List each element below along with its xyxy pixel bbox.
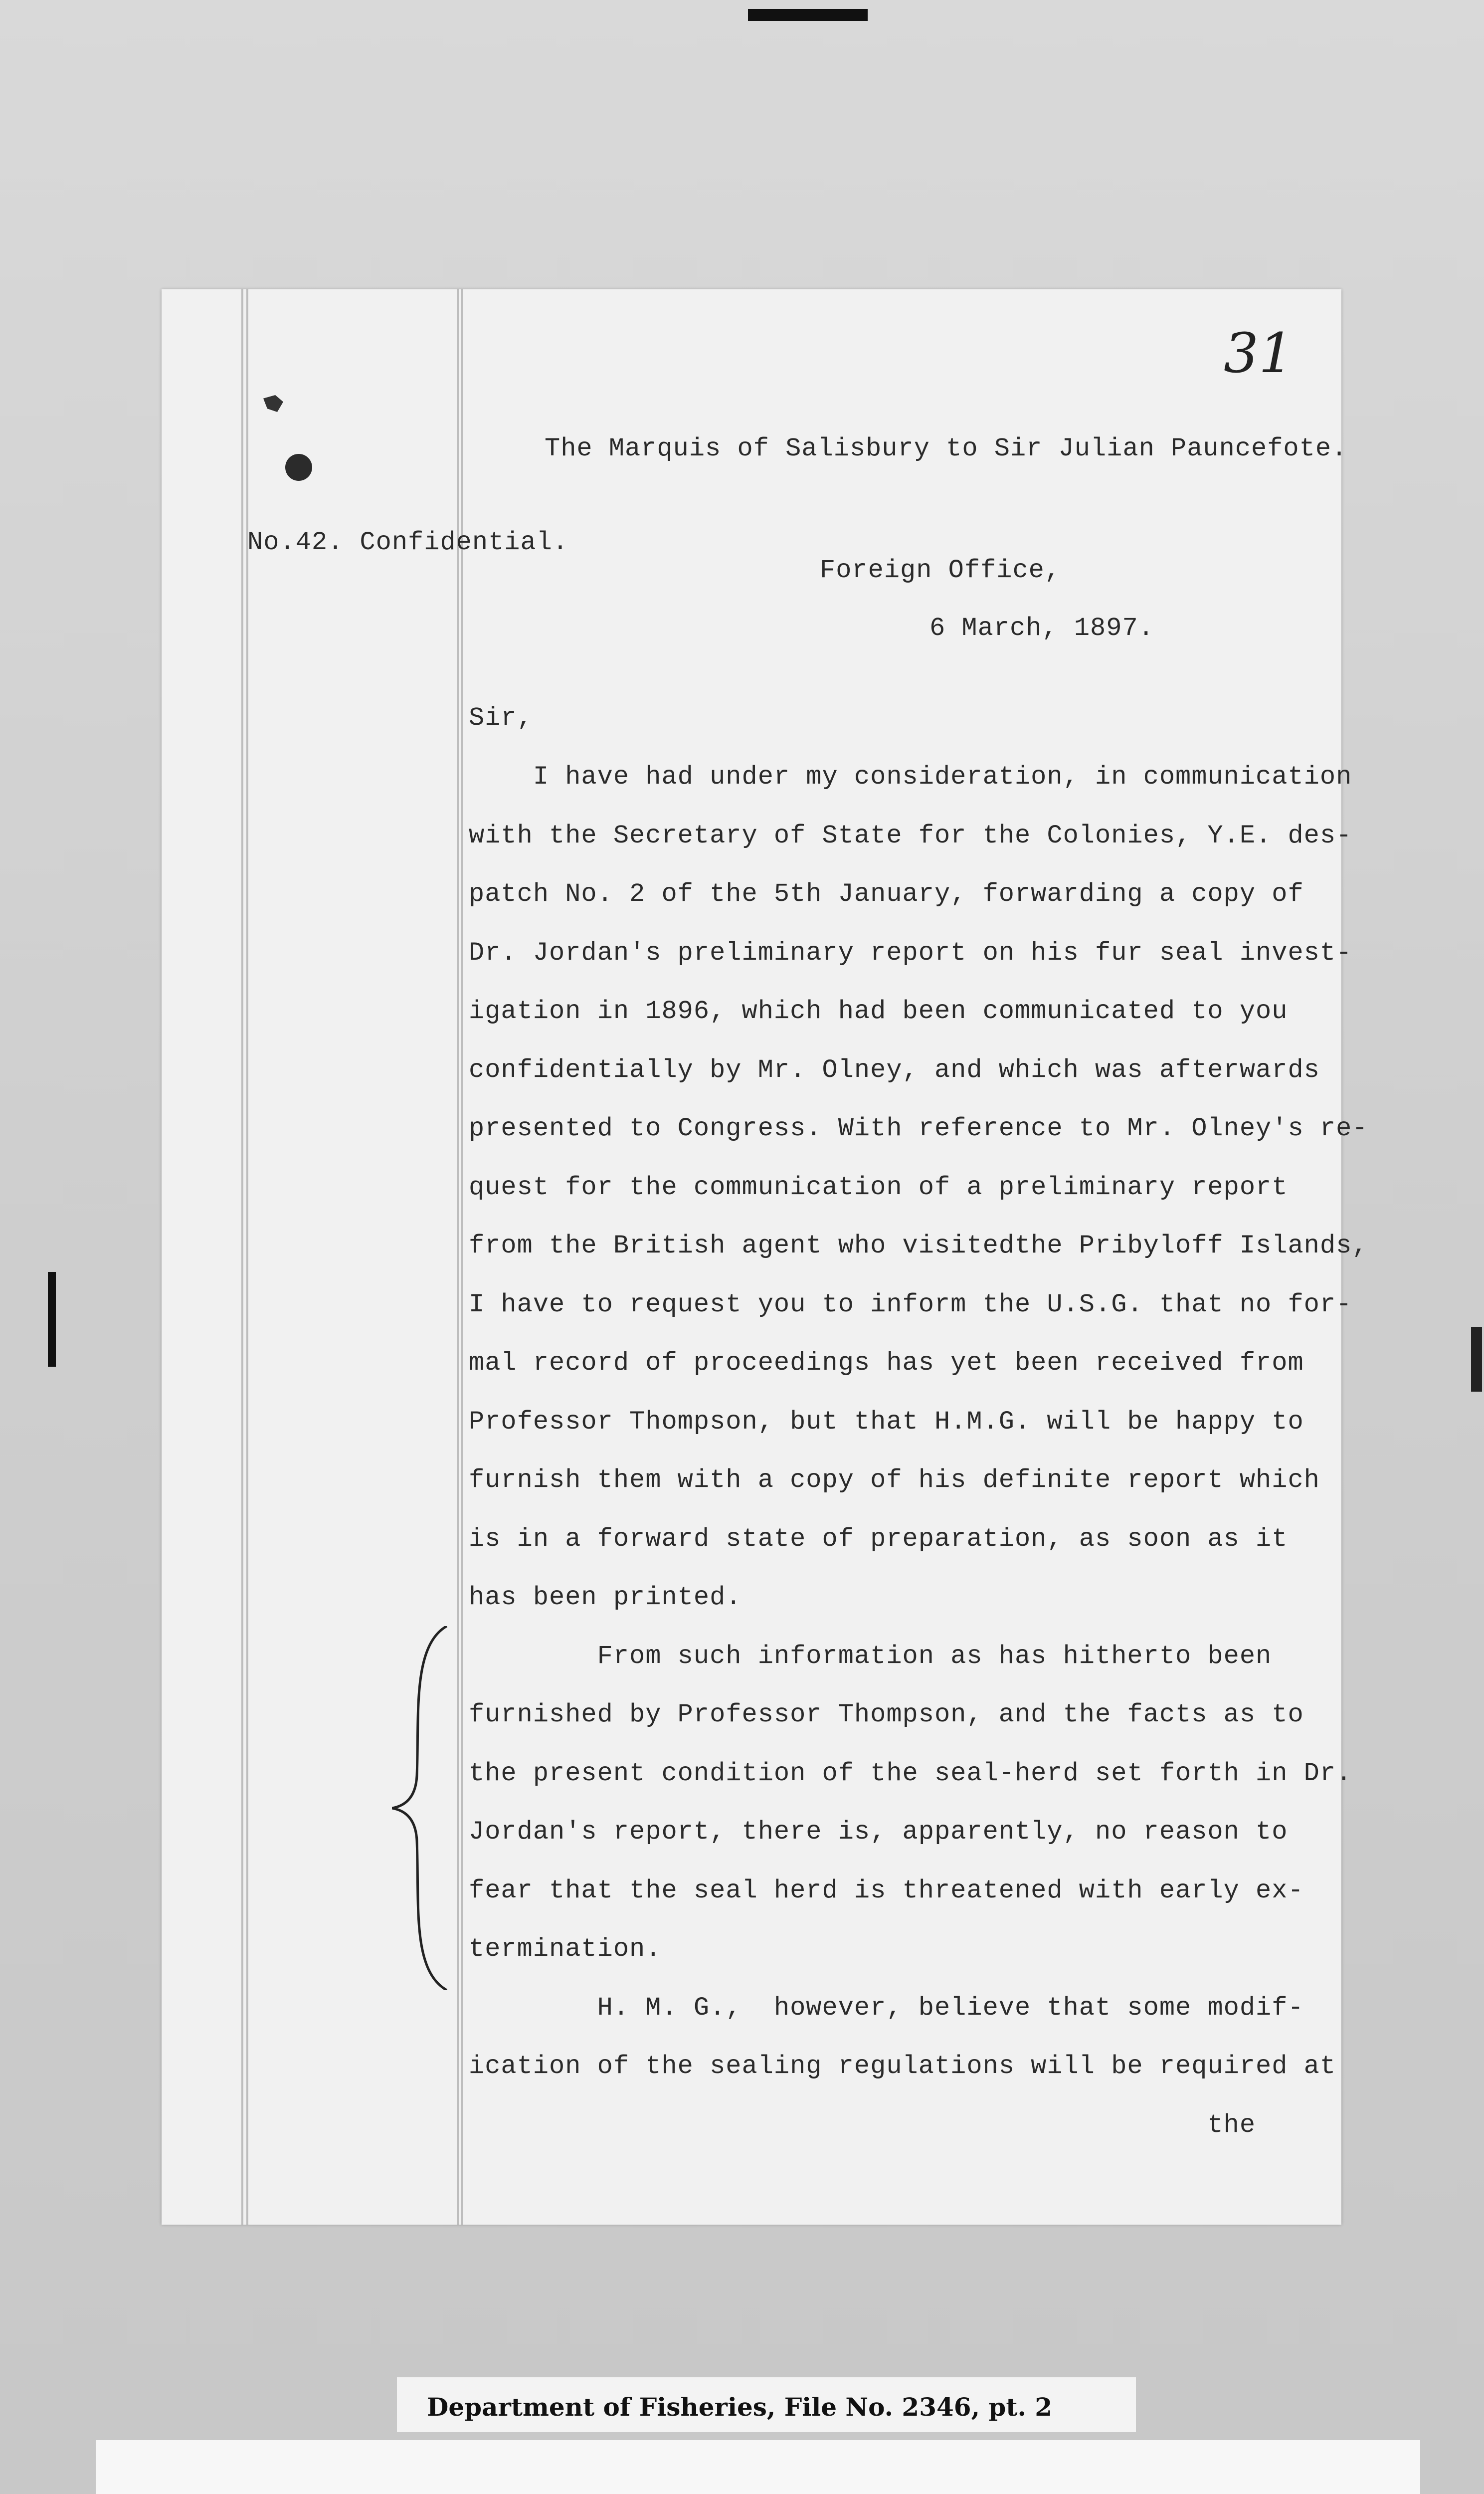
body-line: patch No. 2 of the 5th January, forwarding a copy of <box>469 879 1304 909</box>
body-line: mal record of proceedings has yet been received from <box>469 1348 1304 1378</box>
body-line: furnish them with a copy of his definite report which <box>469 1465 1320 1495</box>
file-label-text: Department of Fisheries, File No. 2346, pt. 2 <box>427 2392 1053 2422</box>
letter-place: Foreign Office, <box>820 556 1061 585</box>
body-line: has been printed. <box>469 1583 742 1612</box>
margin-rule <box>457 289 459 2225</box>
margin-rule <box>246 289 248 2225</box>
body-line: quest for the communication of a preliminary report <box>469 1172 1288 1202</box>
page-number: 31 <box>1224 321 1294 385</box>
body-line: From such information as has hitherto been <box>469 1641 1272 1671</box>
letter-page <box>162 289 1368 2225</box>
body-line: with the Secretary of State for the Colonies, Y.E. des- <box>469 821 1352 850</box>
ink-smudge <box>263 395 283 412</box>
body-line: I have had under my consideration, in communication <box>469 762 1352 792</box>
film-marker-left <box>48 1272 56 1367</box>
body-line: I have to request you to inform the U.S.G. that no for- <box>469 1289 1352 1319</box>
margin-rule <box>241 289 243 2225</box>
punch-hole <box>285 454 312 481</box>
body-line: confidentially by Mr. Olney, and which was afterwards <box>469 1055 1320 1085</box>
body-line: ication of the sealing regulations will be required at <box>469 2052 1336 2081</box>
salutation: Sir, <box>469 703 533 733</box>
body-line: presented to Congress. With reference to Mr. Olney's re- <box>469 1114 1368 1143</box>
body-line: H. M. G., however, believe that some modif- <box>469 1993 1304 2023</box>
body-line: Dr. Jordan's preliminary report on his fur seal invest- <box>469 938 1352 968</box>
body-line: fear that the seal herd is threatened with early ex- <box>469 1875 1304 1905</box>
margin-rule <box>461 289 463 2225</box>
film-marker-top <box>748 9 868 21</box>
body-line: termination. <box>469 1934 662 1964</box>
body-line: from the British agent who visitedthe Pribyloff Islands, <box>469 1231 1368 1260</box>
archives-card <box>96 2440 1420 2494</box>
body-line: the present condition of the seal-herd set forth in Dr. <box>469 1758 1352 1788</box>
letter-date: 6 March, 1897. <box>929 614 1154 643</box>
body-line: Jordan's report, there is, apparently, no reason to <box>469 1817 1288 1847</box>
body-line: Professor Thompson, but that H.M.G. will be happy to <box>469 1407 1304 1437</box>
letter-heading: The Marquis of Salisbury to Sir Julian Pauncefote. <box>545 434 1348 463</box>
body-line: furnished by Professor Thompson, and the facts as to <box>469 1700 1304 1729</box>
margin-brace <box>392 1626 452 1990</box>
body-line: igation in 1896, which had been communicated to you <box>469 997 1288 1026</box>
despatch-reference: No.42. Confidential. <box>247 528 569 557</box>
body-line: is in a forward state of preparation, as soon as it <box>469 1524 1288 1554</box>
body-line: the <box>469 2110 1256 2140</box>
film-marker-right <box>1471 1327 1482 1392</box>
file-label <box>397 2377 1136 2432</box>
